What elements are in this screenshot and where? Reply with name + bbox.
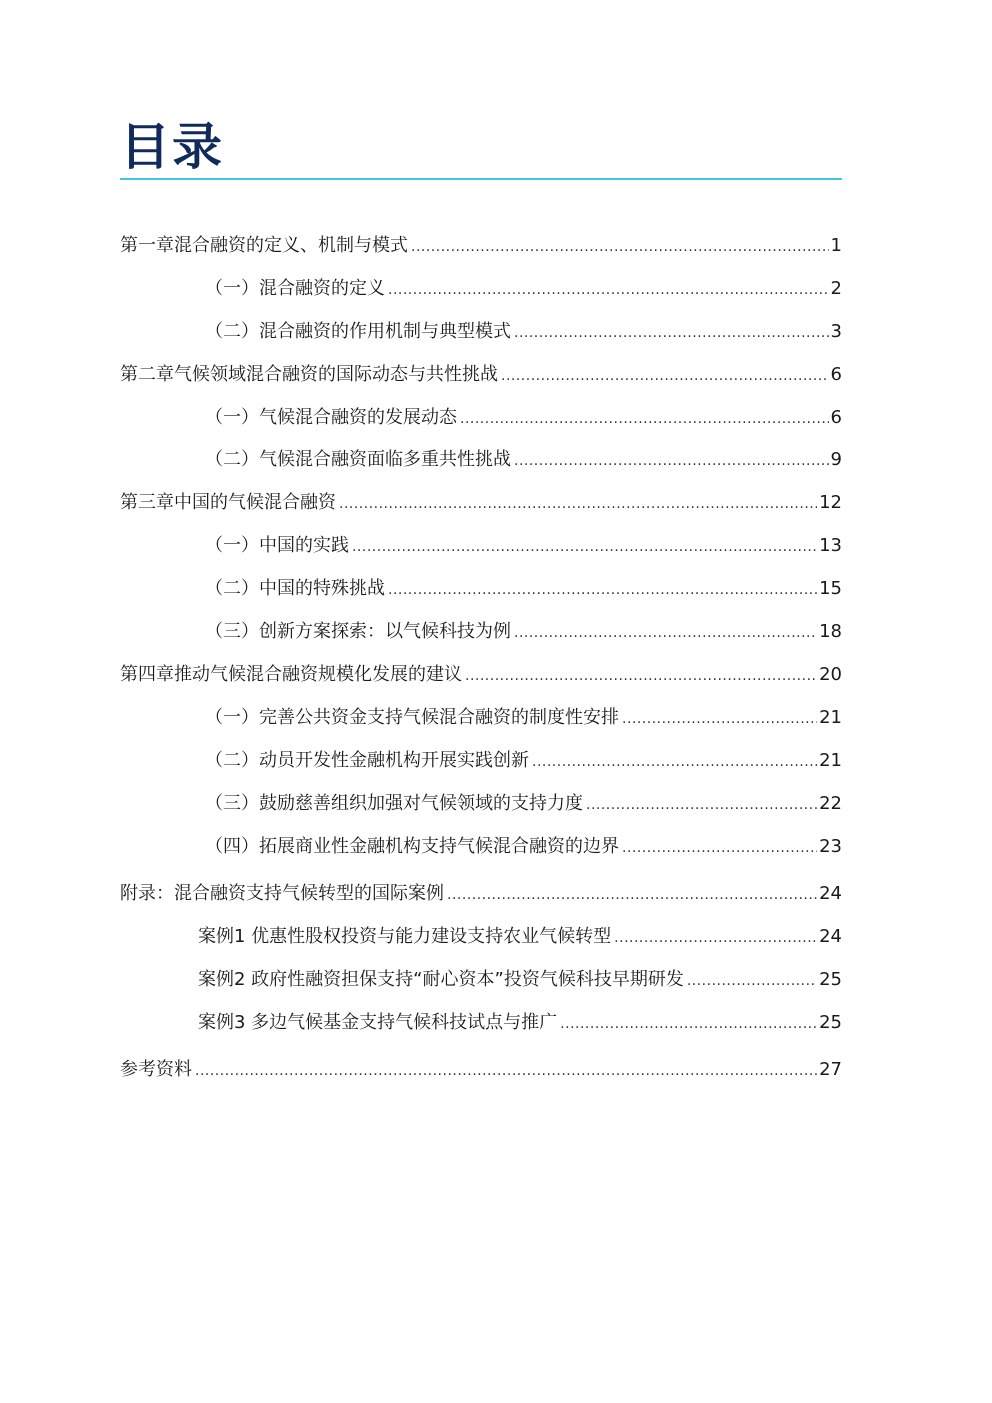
toc-case-1[interactable] [198,922,842,952]
toc-page-number: 21 [819,707,842,728]
toc-chapter-3[interactable] [120,488,842,518]
toc-entry-title: （二）中国的特殊挑战 [205,578,385,599]
toc-entry-title: （三）鼓励慈善组织加强对气候领域的支持力度 [205,793,583,814]
dot-leader [388,575,817,605]
dot-leader [460,404,829,434]
toc-case-3[interactable] [198,1008,842,1038]
dot-leader [339,489,817,519]
dot-leader [195,1056,817,1086]
chapter-number: 第二章 [120,364,174,385]
toc-entry-title: 附录：混合融资支持气候转型的国际案例 [120,883,444,904]
dot-leader [465,661,817,691]
toc-entry-title: （一）完善公共资金支持气候混合融资的制度性安排 [205,707,619,728]
toc-chapter-1[interactable] [120,231,842,261]
toc-page-number: 23 [819,836,842,857]
dot-leader [514,446,829,476]
toc-page-number: 22 [819,793,842,814]
toc-section-4-2[interactable] [205,746,842,776]
dot-leader [352,532,817,562]
dot-leader [514,618,817,648]
toc-page-number: 18 [819,621,842,642]
dot-leader [447,880,817,910]
toc-entry-title: （三）创新方案探索：以气候科技为例 [205,621,511,642]
toc-entry-title: （二）混合融资的作用机制与典型模式 [205,321,511,342]
toc-chapter-4[interactable] [120,660,842,690]
toc-section-4-4[interactable] [205,832,842,862]
toc-entry-title: 混合融资的定义、机制与模式 [174,235,408,256]
page-title: 目录 [120,118,224,176]
toc-page-number: 12 [819,492,842,513]
toc-page-number: 25 [819,969,842,990]
toc-entry-title: 案例1 优惠性股权投资与能力建设支持农业气候转型 [198,926,612,947]
toc-page-number: 1 [830,235,842,256]
dot-leader [687,966,817,996]
toc-section-4-3[interactable] [205,789,842,819]
toc-section-1-1[interactable] [205,274,842,304]
dot-leader [514,318,829,348]
dot-leader [532,747,817,777]
toc-page-number: 20 [819,664,842,685]
toc-page-number: 2 [830,278,842,299]
toc-page-number: 25 [819,1012,842,1033]
toc-entry-title: （一）中国的实践 [205,535,349,556]
dot-leader [560,1009,817,1039]
toc-page-number: 21 [819,750,842,771]
dot-leader [411,232,829,262]
toc-page-number: 15 [819,578,842,599]
toc-entry-title: （一）气候混合融资的发展动态 [205,407,457,428]
chapter-number: 第四章 [120,664,174,685]
toc-entry-title: （二）动员开发性金融机构开展实践创新 [205,750,529,771]
toc-page-number: 3 [830,321,842,342]
toc-section-3-3[interactable] [205,617,842,647]
dot-leader [388,275,829,305]
toc-section-2-2[interactable] [205,445,842,475]
chapter-number: 第一章 [120,235,174,256]
dot-leader [622,833,817,863]
toc-entry-title: （一）混合融资的定义 [205,278,385,299]
toc-page-number: 24 [819,883,842,904]
toc-page-number: 27 [819,1059,842,1080]
toc-section-3-1[interactable] [205,531,842,561]
toc-section-2-1[interactable] [205,403,842,433]
dot-leader [622,704,817,734]
toc-entry-title: 案例3 多边气候基金支持气候科技试点与推广 [198,1012,558,1033]
toc-section-1-2[interactable] [205,317,842,347]
dot-leader [614,923,817,953]
toc-section-4-1[interactable] [205,703,842,733]
toc-entry-title: 中国的气候混合融资 [174,492,336,513]
toc-chapter-2[interactable] [120,360,842,390]
toc-case-2[interactable] [198,965,842,995]
toc-entry-title: 案例2 政府性融资担保支持“耐心资本”投资气候科技早期研发 [198,969,684,990]
dot-leader [501,361,829,391]
toc-entry-title: （四）拓展商业性金融机构支持气候混合融资的边界 [205,836,619,857]
toc-appendix[interactable] [120,879,842,909]
toc-entry-title: （二）气候混合融资面临多重共性挑战 [205,449,511,470]
toc-page-number: 6 [830,364,842,385]
toc-page-number: 6 [830,407,842,428]
toc-entry-title: 参考资料 [120,1059,192,1080]
toc-page-number: 13 [819,535,842,556]
toc-entry-title: 气候领域混合融资的国际动态与共性挑战 [174,364,498,385]
toc-page-number: 24 [819,926,842,947]
dot-leader [586,790,817,820]
chapter-number: 第三章 [120,492,174,513]
toc-page-number: 9 [830,449,842,470]
toc-section-3-2[interactable] [205,574,842,604]
toc-references[interactable] [120,1055,842,1085]
toc-entry-title: 推动气候混合融资规模化发展的建议 [174,664,462,685]
